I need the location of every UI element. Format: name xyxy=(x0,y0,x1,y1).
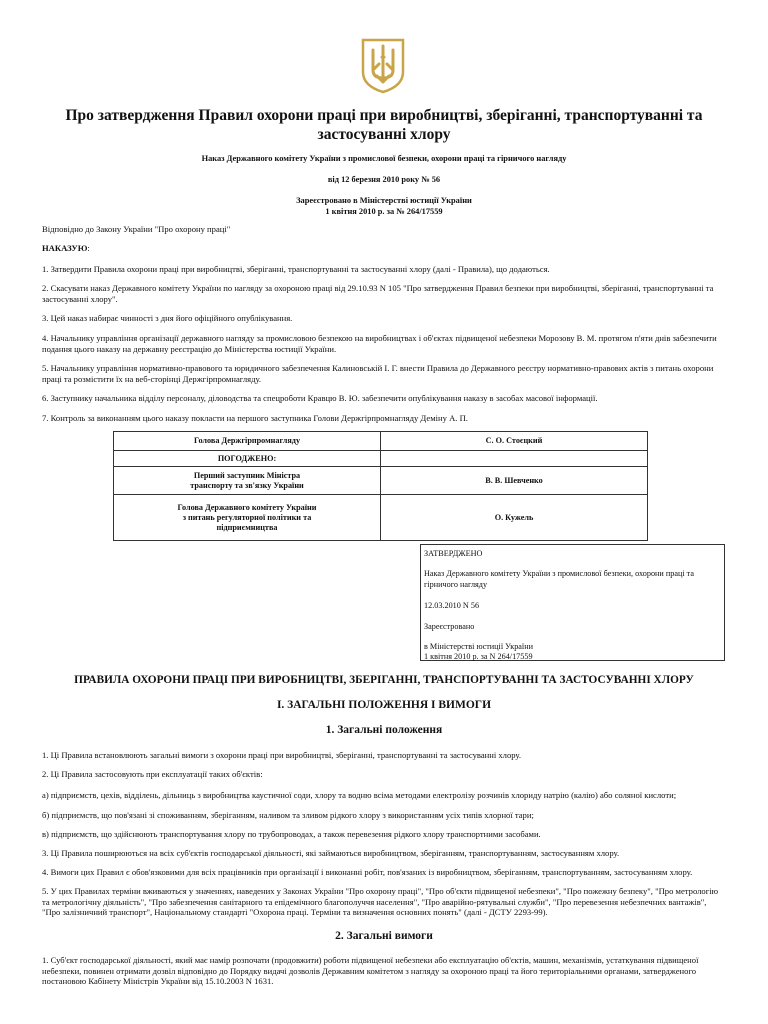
section-heading: I. ЗАГАЛЬНІ ПОЛОЖЕННЯ І ВИМОГИ xyxy=(276,699,492,711)
order-word: НАКАЗУЮ: xyxy=(42,243,90,253)
rules-paragraph: в) підприємств, що здійснюють транспортування хлору по трубопроводах, а також перевезення рідкого хлору транспортними засобами. xyxy=(42,829,541,839)
approved-label: ЗАТВЕРДЖЕНО xyxy=(424,549,483,558)
document-title: Про затвердження Правил охорони праці при виробництві, зберіганні, транспортуванні та застосуванні хлору xyxy=(65,107,703,143)
signature-name: В. В. Шевченко xyxy=(381,467,648,495)
subsection-heading: 2. Загальні вимоги xyxy=(335,930,433,942)
rules-paragraph: а) підприємств, цехів, відділень, дільниць з виробництва каустичної соди, хлору та водню всіма методами електролізу розчинів хлориду натрію (калію) або соляної кислоти; xyxy=(42,790,677,800)
order-item-2: 2. Скасувати наказ Державного комітету України по нагляду за охороною праці від 29.10.93 N 105 "Про затвердження Правил безпеки при виробництві, зберіганні, транспортуванні та застосуванні хлору". xyxy=(42,283,714,304)
order-item-6: 6. Заступнику начальника відділу персоналу, діловодства та спецроботи Кравцю В. Ю. забезпечити опублікування наказу в засобах масової інформації. xyxy=(42,393,598,403)
approval-order-1: Наказ Державного комітету України з промислової безпеки, охорони праці та xyxy=(424,569,694,579)
approval-reg-1: в Міністерстві юстиції України xyxy=(424,642,533,652)
law-reference: Відповідно до Закону України "Про охорону праці" xyxy=(42,224,231,234)
rules-paragraph: 2. Ці Правила застосовують при експлуатації таких об'єктів: xyxy=(42,769,263,779)
approval-registered: Зареєстровано xyxy=(424,621,475,631)
signature-position: Перший заступник Міністра транспорту та зв'язку України xyxy=(114,467,381,495)
rules-paragraph: 1. Суб'єкт господарської діяльності, який має намір розпочати (продовжити) роботи підвищеної небезпеки або експлуатацію об'єктів, машин, механізмів, устаткування підвищеної небезпеки, повинен отримати дозвіл відповідно до Порядку видачі дозволів Державним комітетом з нагляду за охороною праці та його територіальними органами, затвердженого постановою Кабінету Міністрів України від 15.10.2003 N 1631. xyxy=(42,955,699,987)
signature-name: О. Кужель xyxy=(381,495,648,541)
registered-line-1: Зареєстровано в Міністерстві юстиції України xyxy=(296,196,472,205)
approval-order-2: гірничого нагляду xyxy=(424,579,488,589)
rules-title: ПРАВИЛА ОХОРОНИ ПРАЦІ ПРИ ВИРОБНИЦТВІ, ЗБЕРІГАННІ, ТРАНСПОРТУВАННІ ТА ЗАСТОСУВАННІ ХЛОРУ xyxy=(74,674,694,686)
rules-paragraph: б) підприємств, що пов'язані зі споживанням, зберіганням, наливом та зливом рідкого хлору з використанням усіх типів хлорної тари; xyxy=(42,810,534,820)
order-item-4: 4. Начальнику управління організації державного нагляду за промисловою безпекою на виробництвах і об'єктах підвищеної небезпеки Морозову В. М. протягом п'яти днів забезпечити подання цього наказу на державну реєстрацію до Міністерства юстиції України. xyxy=(42,333,717,354)
approval-box xyxy=(420,544,725,661)
registered-line-2: 1 квітня 2010 р. за № 264/17559 xyxy=(325,207,443,216)
order-item-5: 5. Начальнику управління нормативно-правового та юридичного забезпечення Калиновській І. Г. внести Правила до Державного реєстру нормативно-правових актів з питань охорони праці та розмістити їх на веб-сторінці Держгірпромнагляду. xyxy=(42,363,714,384)
signature-position: Голова Державного комітету України з питань регуляторної політики та підприємництва xyxy=(114,495,381,541)
rules-paragraph: 5. У цих Правилах терміни вживаються у значеннях, наведених у Законах України "Про охорону праці", "Про об'єкти підвищеної небезпеки", "Про пожежну безпеку", "Про метрологію та метрологічну діяльність", "Про забезпечення санітарного та епідемічного благополуччя населення", "Про аварійно-рятувальні служби", "Про перевезення небезпечних вантажів", "Про залізничний транспорт", Національному стандарті "Охорона праці. Терміни та визначення основних понять" (далі - ДСТУ 2293-99). xyxy=(42,886,719,918)
order-item-1: 1. Затвердити Правила охорони праці при виробництві, зберіганні, транспортуванні та застосуванні хлору (далі - Правила), що додаються. xyxy=(42,264,550,274)
agreed-empty xyxy=(381,451,648,467)
signatures-table xyxy=(113,431,648,541)
approval-date: 12.03.2010 N 56 xyxy=(424,601,480,611)
rules-paragraph: 3. Ці Правила поширюються на всіх суб'єктів господарської діяльності, які займаються виробництвом, зберіганням, транспортуванням, застосуванням хлору. xyxy=(42,848,620,858)
signature-position: Голова Держгірпромнагляду xyxy=(114,432,381,451)
order-item-7: 7. Контроль за виконанням цього наказу покласти на першого заступника Голови Держгірпромнагляду Деміну А. П. xyxy=(42,413,468,423)
rules-paragraph: 4. Вимоги цих Правил є обов'язковими для всіх працівників при організації і виконанні робіт, пов'язаних із виробництвом, зберіганням, транспортуванням, застосуванням хлору. xyxy=(42,867,693,877)
issuer-line: Наказ Державного комітету України з промислової безпеки, охорони праці та гірничого нагляду xyxy=(201,154,567,163)
signature-name: С. О. Стоєцкий xyxy=(381,432,648,451)
rules-paragraph: 1. Ці Правила встановлюють загальні вимоги з охорони праці при виробництві, зберіганні, транспортуванні та застосуванні хлору. xyxy=(42,750,522,760)
agreed-label: ПОГОДЖЕНО: xyxy=(114,451,381,467)
order-item-3: 3. Цей наказ набирає чинності з дня його офіційного опублікування. xyxy=(42,313,293,323)
subsection-heading: 1. Загальні положення xyxy=(325,724,443,736)
date-line: від 12 березня 2010 року № 56 xyxy=(327,175,441,184)
coat-of-arms-icon xyxy=(359,38,407,94)
approval-reg-2: 1 квітня 2010 р. за N 264/17559 xyxy=(424,652,533,662)
